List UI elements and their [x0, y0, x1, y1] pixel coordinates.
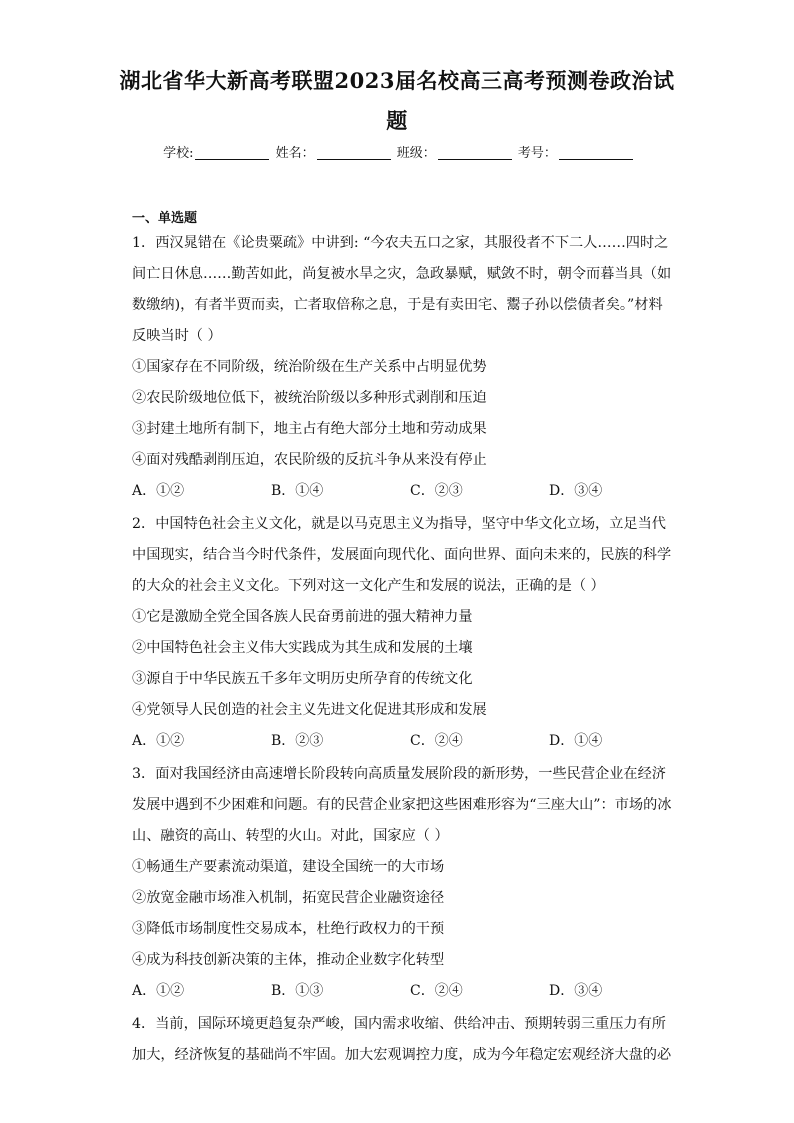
- q1-option-a[interactable]: A．①②: [132, 483, 185, 499]
- q2-option-b[interactable]: B．②③: [271, 733, 324, 749]
- q2-option-c[interactable]: C．②④: [410, 733, 463, 749]
- q4-stem-line-2: 加大，经济恢复的基础尚不牢固。加大宏观调控力度，成为今年稳定宏观经济大盘的必: [132, 1047, 672, 1063]
- section-heading: 一、单选题: [132, 211, 198, 226]
- q3-option-c[interactable]: C．②④: [410, 983, 463, 999]
- exam-title-line-2: 题: [386, 108, 408, 133]
- q1-item-3: ③封建土地所有制下，地主占有绝大部分土地和劳动成果: [132, 421, 487, 437]
- q2-stem-line-3: 的大众的社会主义文化。下列对这一文化产生和发展的说法，正确的是（ ）: [132, 578, 605, 594]
- q4-stem-line-1: 4．当前，国际环境更趋复杂严峻，国内需求收缩、供给冲击、预期转弱三重压力有所: [132, 1016, 666, 1032]
- q1-option-d[interactable]: D．③④: [549, 483, 603, 499]
- q1-item-1: ①国家存在不同阶级，统治阶级在生产关系中占明显优势: [132, 359, 487, 375]
- q2-item-3: ③源自于中华民族五千多年文明历史所孕育的传统文化: [132, 671, 473, 687]
- q1-item-4: ④面对残酷剥削压迫，农民阶级的反抗斗争从来没有停止: [132, 452, 487, 468]
- student-info: [0, 144, 794, 164]
- name-label: 姓名：: [275, 146, 315, 161]
- q2-stem-line-2: 中国现实，结合当今时代条件，发展面向现代化、面向世界、面向未来的，民族的科学: [132, 547, 672, 563]
- q2-stem-line-1: 2．中国特色社会主义文化，就是以马克思主义为指导，坚守中华文化立场，立足当代: [132, 516, 666, 532]
- q3-item-1: ①畅通生产要素流动渠道，建设全国统一的大市场: [132, 859, 445, 875]
- q2-item-1: ①它是激励全党全国各族人民奋勇前进的强大精神力量: [132, 609, 473, 625]
- number-label: 考号：: [517, 146, 557, 161]
- school-label: 学校:: [163, 146, 194, 161]
- q3-item-4: ④成为科技创新决策的主体，推动企业数字化转型: [132, 952, 445, 968]
- q2-item-4: ④党领导人民创造的社会主义先进文化促进其形成和发展: [132, 702, 487, 718]
- exam-title-line-1: 湖北省华大新高考联盟2023届名校高三高考预测卷政治试: [119, 68, 675, 93]
- q3-option-a[interactable]: A．①②: [132, 983, 185, 999]
- q2-item-2: ②中国特色社会主义伟大实践成为其生成和发展的土壤: [132, 640, 473, 656]
- school-blank: [195, 145, 269, 160]
- q2-option-d[interactable]: D．①④: [549, 733, 603, 749]
- number-blank: [559, 145, 633, 160]
- q2-option-a[interactable]: A．①②: [132, 733, 185, 749]
- q3-stem-line-3: 山、融资的高山、转型的火山。对此，国家应（ ）: [132, 828, 449, 844]
- q1-option-b[interactable]: B．①④: [271, 483, 324, 499]
- q3-item-2: ②放宽金融市场准入机制，拓宽民营企业融资途径: [132, 890, 445, 906]
- q3-option-d[interactable]: D．③④: [549, 983, 603, 999]
- q3-option-b[interactable]: B．①③: [271, 983, 324, 999]
- q3-stem-line-1: 3．面对我国经济由高速增长阶段转向高质量发展阶段的新形势，一些民营企业在经济: [132, 766, 666, 782]
- class-blank: [438, 145, 512, 160]
- q1-stem-line-1: 1．西汉晁错在《论贵粟疏》中讲到: “今农夫五口之家，其服役者不下二人……四时之: [132, 235, 669, 251]
- name-blank: [317, 145, 391, 160]
- q1-item-2: ②农民阶级地位低下，被统治阶级以多种形式剥削和压迫: [132, 390, 487, 406]
- q1-stem-line-3: 数缴纳)，有者半贾而卖，亡者取倍称之息，于是有卖田宅、鬻子孙以偿债者矣。”材料: [132, 297, 663, 313]
- q1-stem-line-2: 间亡日休息……勤苦如此，尚复被水旱之灾，急政暴赋，赋敛不时，朝令而暮当具（如: [132, 266, 672, 282]
- q3-item-3: ③降低市场制度性交易成本，杜绝行政权力的干预: [132, 921, 445, 937]
- q1-stem-line-4: 反映当时（ ）: [132, 328, 222, 344]
- q1-option-c[interactable]: C．②③: [410, 483, 463, 499]
- q3-stem-line-2: 发展中遇到不少困难和问题。有的民营企业家把这些困难形容为“三座大山”：市场的冰: [132, 797, 672, 813]
- class-label: 班级：: [396, 146, 436, 161]
